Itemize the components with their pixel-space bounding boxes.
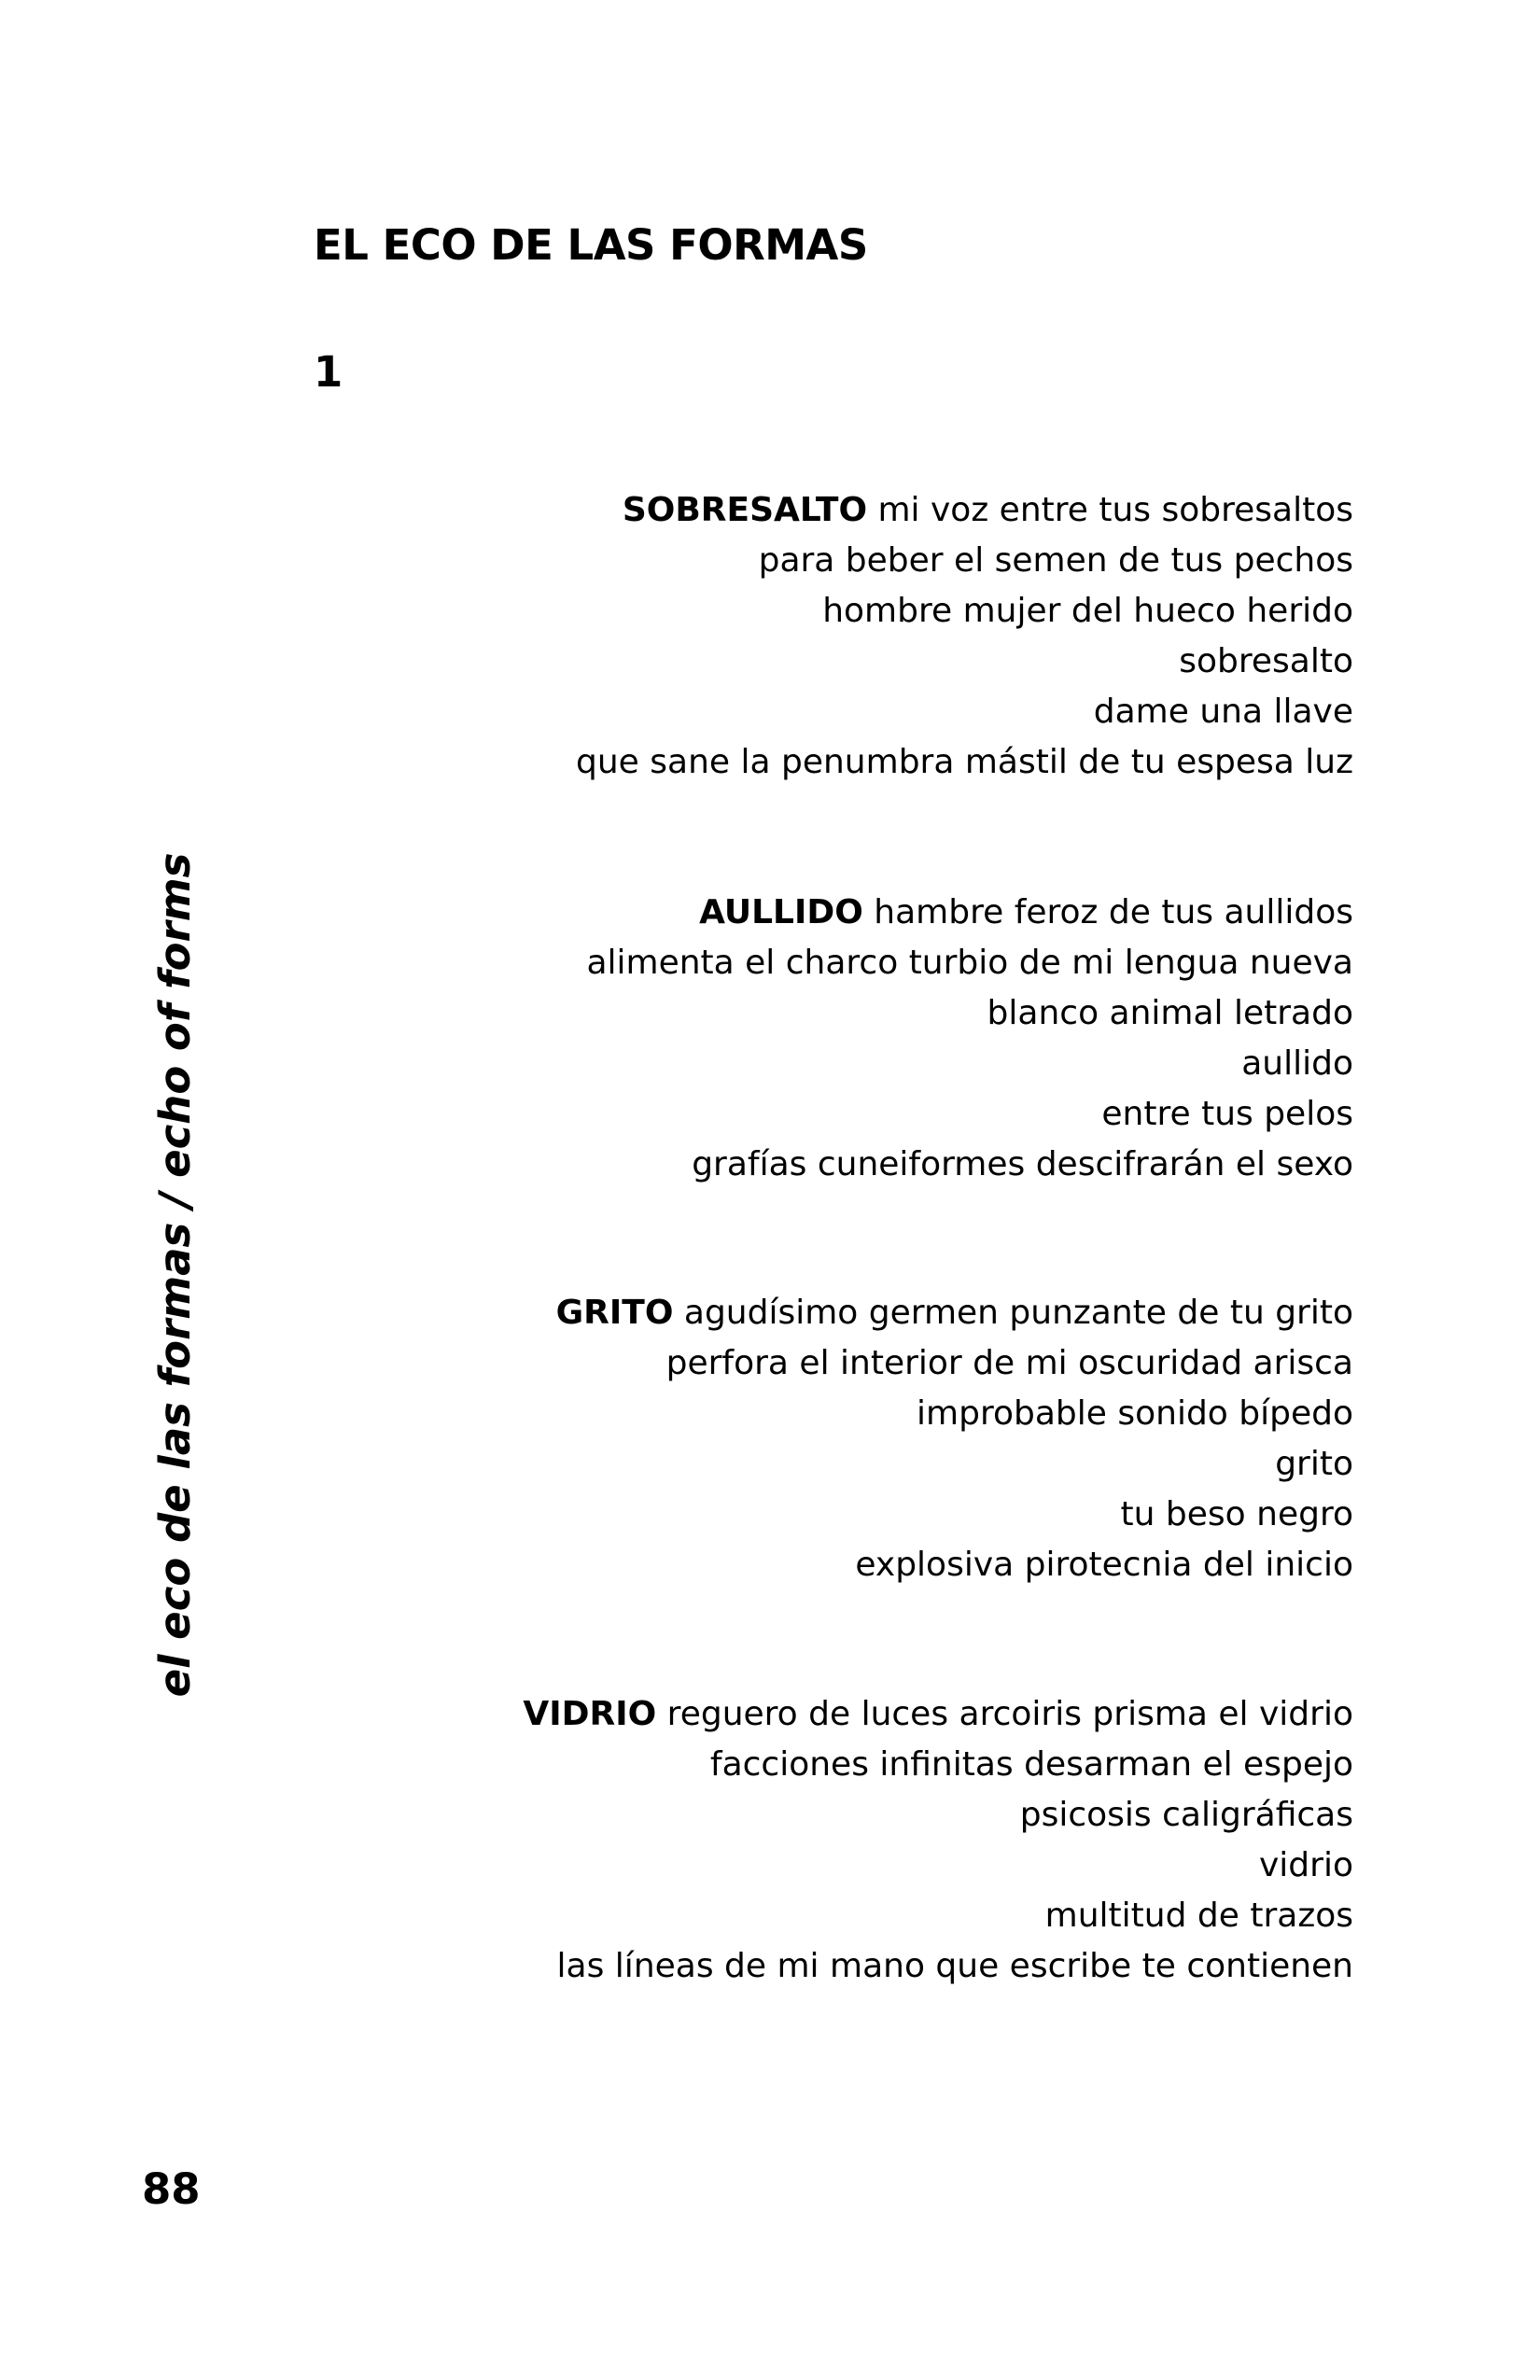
stanza-aullido [586,888,1353,1190]
stanza-vidrio [523,1689,1353,1992]
stanza-line: multitud de trazos [1044,1897,1353,1935]
stanza-first-line-text: reguero de luces arcoiris prisma el vidrio [656,1695,1353,1733]
stanza-first-line-text: agudísimo germen punzante de tu grito [673,1294,1353,1332]
stanza-first-line [556,1288,1353,1338]
running-title: el eco de las formas / echo of forms [150,852,200,1698]
stanza-first-line-text: hambre feroz de tus aullidos [862,893,1353,931]
stanza-line: alimenta el charco turbio de mi lengua nueva [586,944,1353,982]
stanza-line: que sane la penumbra mástil de tu espesa luz [576,743,1353,781]
stanza-line: vidrio [1259,1846,1353,1884]
stanza-line: psicosis caligráficas [1019,1796,1353,1834]
stanza-line: dame una llave [1093,693,1353,731]
stanza-line: hombre mujer del hueco herido [822,592,1353,630]
stanza-line: para beber el semen de tus pechos [758,541,1353,580]
stanza-line: improbable sonido bípedo [917,1394,1353,1433]
stanza-line: tu beso negro [1120,1495,1353,1533]
stanza-line: las líneas de mi mano que escribe te contienen [556,1947,1353,1985]
stanza-line: grito [1275,1445,1353,1483]
stanza-keyword: VIDRIO [523,1695,657,1733]
stanza-keyword: SOBRESALTO [622,491,868,529]
stanza-line: explosiva pirotecnia del inicio [855,1546,1353,1584]
page-title: EL ECO DE LAS FORMAS [314,220,868,270]
stanza-sobresalto [576,485,1353,788]
stanza-line: grafías cuneiformes descifrarán el sexo [692,1145,1353,1183]
stanza-line: blanco animal letrado [987,994,1353,1032]
stanza-line: sobresalto [1179,642,1353,680]
stanza-line: aullido [1241,1044,1353,1083]
stanza-keyword: GRITO [555,1294,674,1332]
stanza-line: entre tus pelos [1101,1095,1353,1133]
stanza-first-line [586,888,1353,938]
stanza-first-line-text: mi voz entre tus sobresaltos [867,491,1353,529]
page-number: 88 [142,2164,201,2214]
stanza-first-line [576,485,1353,536]
stanza-line: facciones infinitas desarman el espejo [709,1745,1353,1784]
section-number: 1 [314,347,343,397]
stanza-first-line [523,1689,1353,1740]
stanza-line: perfora el interior de mi oscuridad arisca [665,1344,1353,1382]
stanza-grito [556,1288,1353,1590]
stanza-keyword: AULLIDO [699,893,863,931]
